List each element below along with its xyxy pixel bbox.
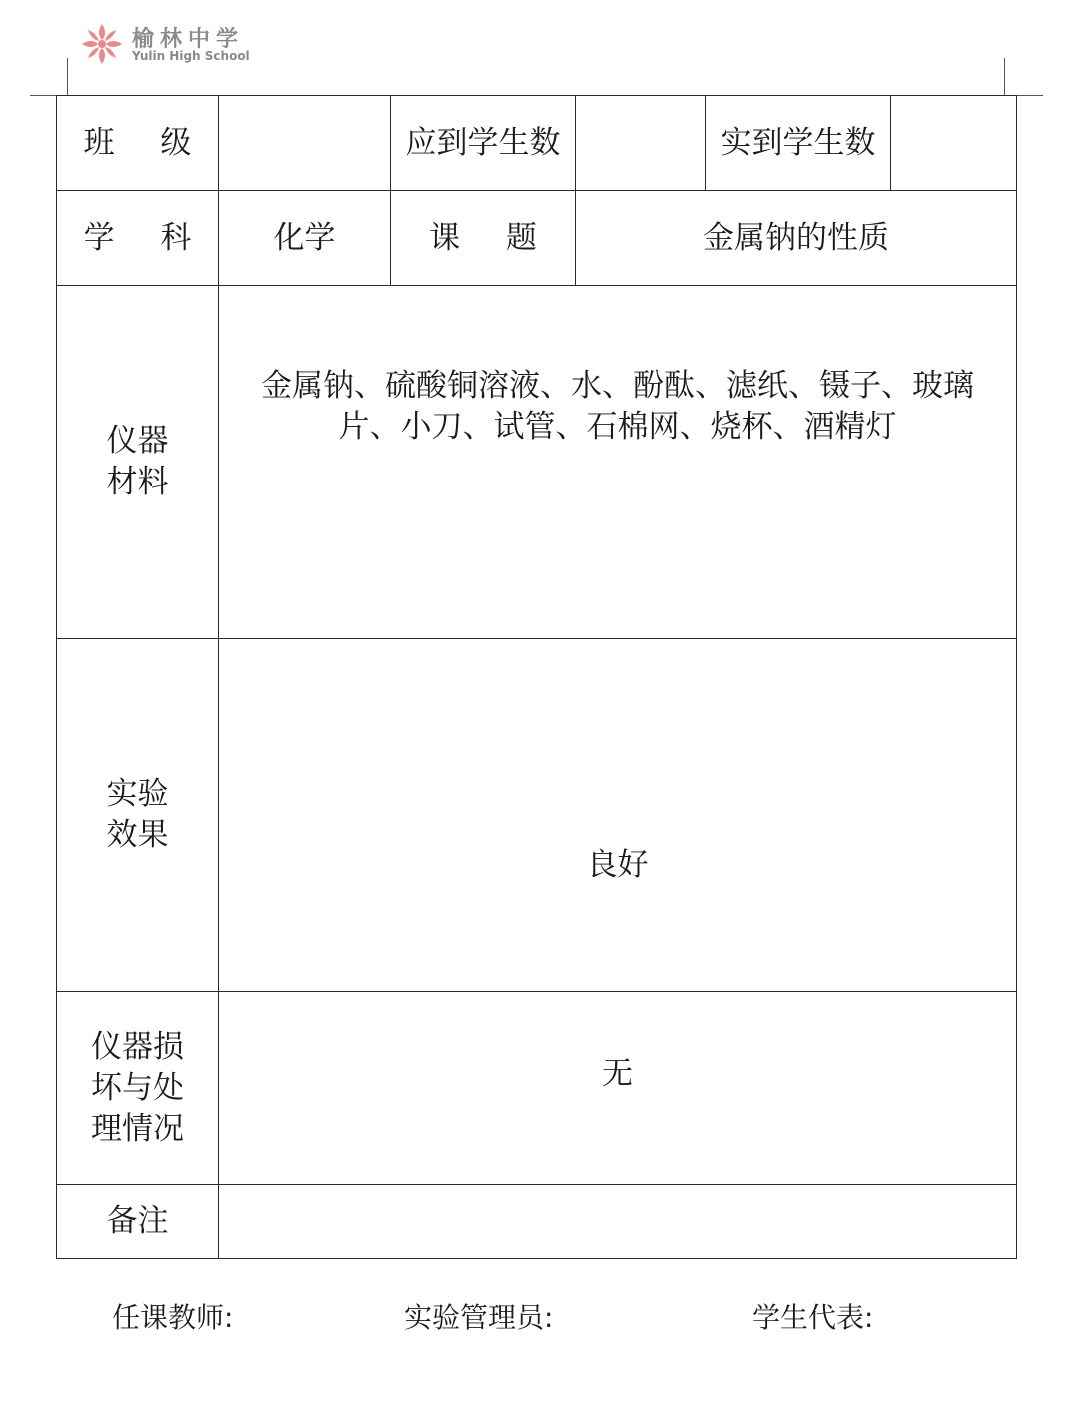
lab-admin-signature-label: 实验管理员: [404,1301,554,1334]
class-value-cell[interactable] [219,96,391,191]
topic-label: 课 题 [391,191,576,286]
result-cell [219,639,1017,992]
table-row-materials [57,286,1017,639]
materials-label-line2: 材料 [106,464,169,500]
table-row-result [57,639,1017,992]
student-rep-signature-label: 学生代表: [752,1301,874,1334]
header-divider-right [1004,58,1005,95]
result-label-line2: 效果 [106,817,169,853]
table-row-remarks [57,1185,1017,1259]
table-row-subject [57,191,1017,286]
remarks-label: 备注 [57,1185,219,1259]
expected-students-value-cell[interactable] [576,96,706,191]
damage-label-line3: 理情况 [91,1110,184,1147]
result-label-line1: 实验 [106,776,169,812]
expected-students-label: 应到学生数 [391,96,576,191]
table-row-damage [57,992,1017,1185]
teacher-signature-label: 任课教师: [112,1301,234,1334]
table-row-class [57,96,1017,191]
school-name-cn: 榆林中学 [132,26,245,52]
class-label: 班 级 [57,96,219,191]
header-divider-left [67,58,68,95]
subject-label: 学 科 [57,191,219,286]
damage-cell [219,992,1017,1185]
damage-label-line2: 坏与处 [91,1069,184,1106]
materials-cell [219,286,1017,639]
remarks-value-cell[interactable] [219,1185,1017,1259]
school-name-en: Yulin High School [132,49,250,63]
result-label [57,639,219,992]
topic-value: 金属钠的性质 [576,191,1017,286]
experiment-record-table [56,95,1017,1259]
subject-value: 化学 [219,191,391,286]
flower-logo-icon [78,20,126,68]
actual-students-value-cell[interactable] [891,96,1017,191]
damage-value: 无 [602,1055,633,1092]
damage-label-line1: 仪器损 [91,1028,184,1065]
actual-students-label: 实到学生数 [706,96,891,191]
materials-value: 金属钠、硫酸铜溶液、水、酚酞、滤纸、镊子、玻璃片、小刀、试管、石棉网、烧杯、酒精灯 [261,368,974,445]
result-value: 良好 [586,846,649,883]
materials-label [57,286,219,639]
materials-label-line1: 仪器 [106,423,169,459]
page-header [0,0,1075,100]
damage-label [57,992,219,1185]
